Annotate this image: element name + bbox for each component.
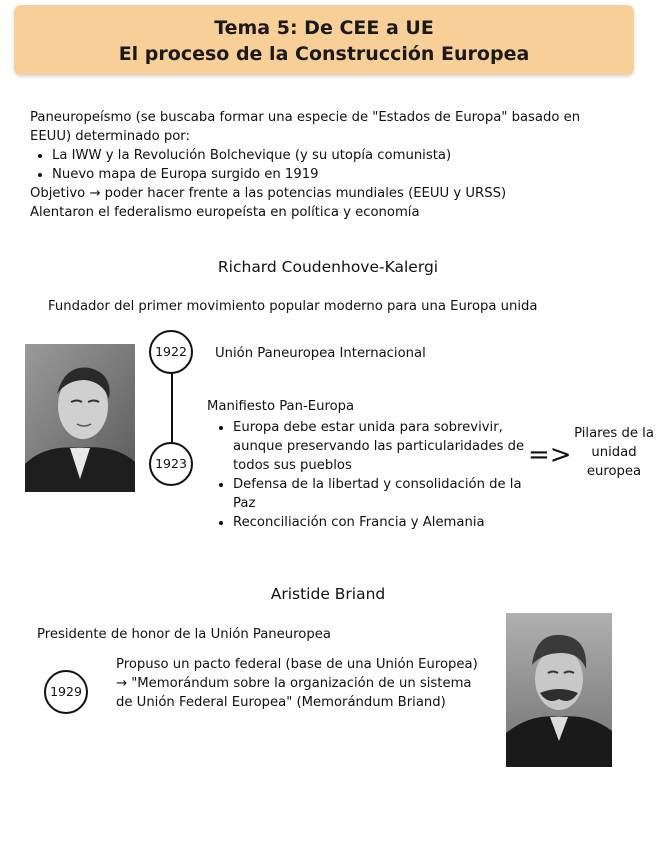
event-1922: Unión Paneuropea Internacional [215,346,426,361]
intro-objective: Objetivo → poder hacer frente a las potencias mundiales (EEUU y URSS) [30,186,507,201]
title-banner [14,5,634,75]
briand-role: Presidente de honor de la Unión Paneuropea [37,627,331,642]
kalergi-subtitle: Fundador del primer movimiento popular moderno para una Europa unida [48,299,538,314]
intro-federalism: Alentaron el federalismo europeísta en política y economía [30,205,420,220]
briand-portrait [506,613,612,767]
intro-section [30,108,620,222]
intro-bullet: • Nuevo mapa de Europa surgido en 1919 [52,165,620,184]
title-line-1: Tema 5: De CEE a UE [214,17,434,39]
year-circle-1922: 1922 [149,330,193,374]
manifesto-item: • Europa debe estar unida para sobrevivir, aunque preservando las particularidades de todos sus pueblos [233,418,527,475]
kalergi-portrait [25,344,135,492]
title-line-2: El proceso de la Construcción Europea [118,43,530,65]
manifesto-block [207,397,527,532]
year-circle-1923: 1923 [149,442,193,486]
implies-arrow: => [528,440,572,470]
kalergi-portrait-image [25,344,135,492]
kalergi-heading: Richard Coudenhove-Kalergi [217,258,439,276]
briand-text: Propuso un pacto federal (base de una Unión Europea) → "Memorándum sobre la organización de un sistema de Unión Federal Europea" (Memorándum Briand) [116,657,478,710]
pillars-label: Pilares de la unidad europea [574,426,654,479]
manifesto-item: • Defensa de la libertad y consolidación de la Paz [233,475,527,513]
manifesto-item: • Reconciliación con Francia y Alemania [233,513,527,532]
intro-bullet: • La IWW y la Revolución Bolchevique (y su utopía comunista) [52,146,620,165]
briand-heading: Aristide Briand [270,585,386,603]
intro-paragraph: Paneuropeísmo (se buscaba formar una especie de "Estados de Europa" basado en EEUU) determinado por: [30,110,581,144]
briand-portrait-image [506,613,612,767]
intro-bullets [30,146,620,184]
manifesto-title: Manifiesto Pan-Europa [207,399,355,414]
year-circle-1929: 1929 [44,670,88,714]
manifesto-list [207,418,527,532]
